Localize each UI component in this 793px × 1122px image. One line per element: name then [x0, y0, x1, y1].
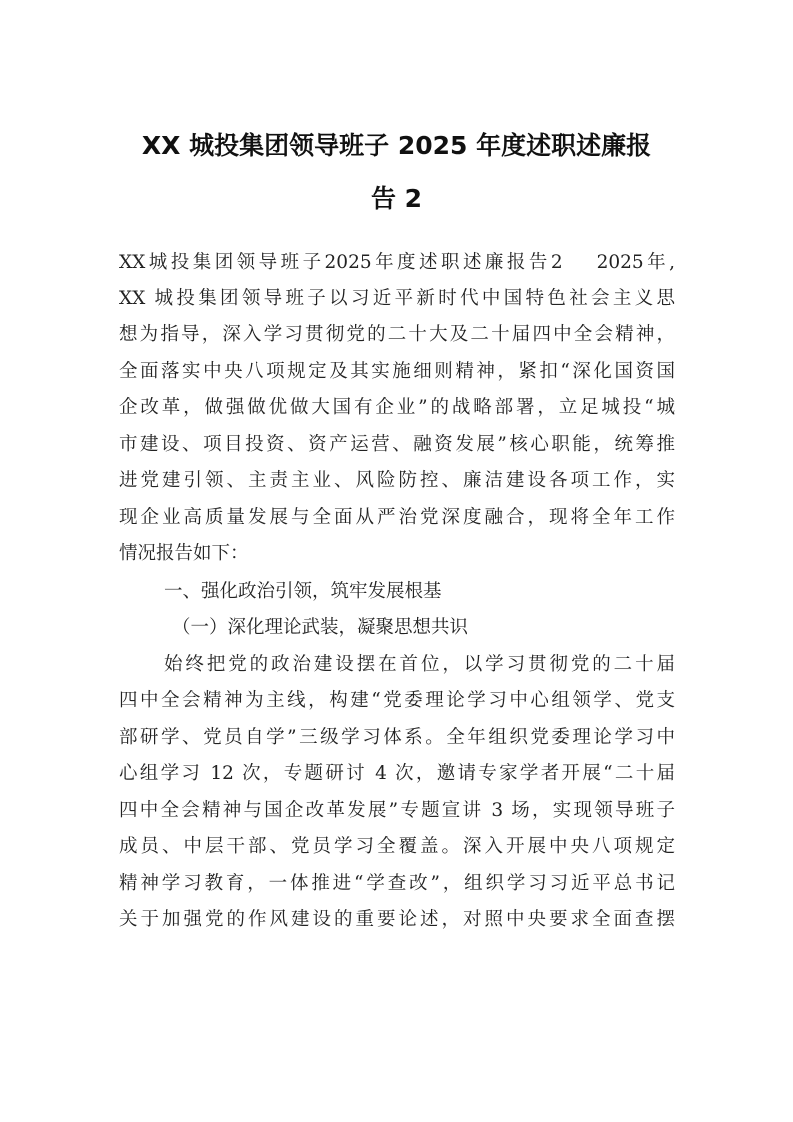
intro-line-9: 情况报告如下：: [119, 543, 249, 564]
document-title-line-1: XX 城投集团领导班子 2025 年度述职述廉报: [141, 131, 652, 160]
para1-line-2: 四中全会精神为主线，构建“党委理论学习中心组领学、党支: [119, 690, 675, 711]
para1-line-7: 精神学习教育，一体推进“学查改”，组织学习习近平总书记: [119, 873, 675, 894]
para1-line-8: 关于加强党的作风建设的重要论述，对照中央要求全面查摆: [119, 909, 675, 930]
intro-line-1: [119, 251, 675, 275]
intro-line-2: XX 城投集团领导班子以习近平新时代中国特色社会主义思: [119, 288, 675, 309]
para1-line-3: 部研学、党员自学”三级学习体系。全年组织党委理论学习中: [119, 727, 675, 748]
para1-line-4: 心组学习 12 次，专题研讨 4 次，邀请专家学者开展“二十届: [119, 763, 675, 784]
para1-line-1: 始终把党的政治建设摆在首位，以学习贯彻党的二十届: [164, 654, 675, 675]
section-1-heading: 一、强化政治引领，筑牢发展根基: [164, 581, 442, 602]
intro-line-4: 全面落实中央八项规定及其实施细则精神，紧扣“深化国资国: [119, 361, 675, 382]
intro-line-8: 现企业高质量发展与全面从严治党深度融合，现将全年工作: [119, 507, 675, 528]
intro-line-7: 进党建引领、主责主业、风险防控、廉洁建设各项工作，实: [119, 470, 675, 491]
intro-line-3: 想为指导，深入学习贯彻党的二十大及二十届四中全会精神，: [119, 324, 675, 345]
intro-lead: XX城投集团领导班子2025年度述职述廉报告2: [119, 252, 563, 273]
document-title-line-2: 告 2: [370, 184, 423, 213]
intro-line-5: 企改革，做强做优做大国有企业”的战略部署，立足城投“城: [119, 397, 675, 418]
subsection-1-heading: （一）深化理论武装，凝聚思想共识: [172, 617, 469, 638]
para1-line-6: 成员、中层干部、党员学习全覆盖。深入开展中央八项规定: [119, 836, 675, 857]
para1-line-5: 四中全会精神与国企改革发展”专题宣讲 3 场，实现领导班子: [119, 800, 675, 821]
intro-lead-year: 2025年,: [596, 252, 675, 273]
intro-line-6: 市建设、项目投资、资产运营、融资发展”核心职能，统筹推: [119, 434, 675, 455]
